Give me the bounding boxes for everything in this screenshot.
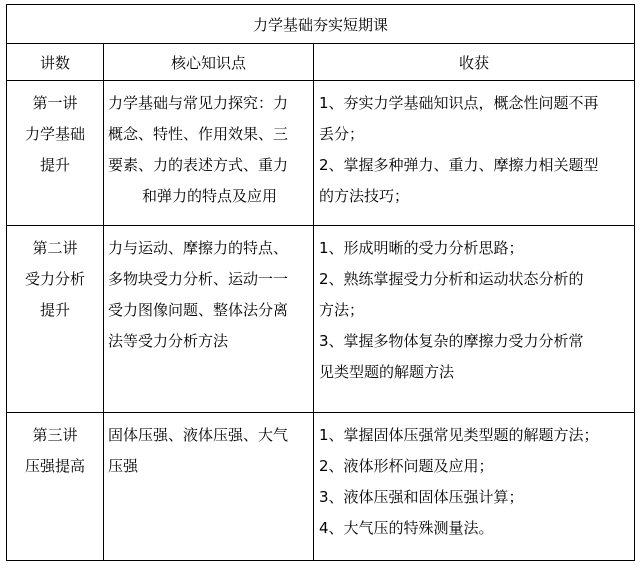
table-row <box>7 226 635 413</box>
lesson-cell <box>7 81 104 226</box>
knowledge-line: 法等受力分析方法 <box>108 332 229 350</box>
lesson-line: 第二讲 <box>32 239 78 257</box>
gains-line: 见类型题的解题方法 <box>319 363 455 381</box>
lesson-line: 第一讲 <box>32 94 78 112</box>
gains-line: 方法； <box>319 301 365 319</box>
gains-cell <box>314 413 635 561</box>
knowledge-line: 概念、特性、作用效果、三 <box>108 125 289 143</box>
header-lesson: 讲数 <box>7 44 104 81</box>
gains-cell <box>314 226 635 413</box>
header-knowledge: 核心知识点 <box>104 44 314 81</box>
knowledge-line: 力学基础与常见力探究：力 <box>108 94 289 112</box>
knowledge-line: 固体压强、液体压强、大气 <box>108 426 289 444</box>
knowledge-cell <box>104 81 314 226</box>
header-row <box>7 44 635 81</box>
table-title: 力学基础夯实短期课 <box>7 5 635 44</box>
title-row <box>7 5 635 44</box>
lesson-cell <box>7 413 104 561</box>
lesson-line: 受力分析 <box>24 270 85 288</box>
knowledge-line: 多物块受力分析、运动一一 <box>108 270 289 288</box>
gains-line: 3、液体压强和固体压强计算； <box>319 488 524 506</box>
lesson-line: 提升 <box>39 301 70 319</box>
lesson-line: 压强提高 <box>24 457 85 475</box>
table-row <box>7 81 635 226</box>
gains-cell <box>314 81 635 226</box>
gains-line: 2、液体形杯问题及应用； <box>319 457 494 475</box>
gains-line: 4、大气压的特殊测量法。 <box>319 519 494 537</box>
lesson-line: 力学基础 <box>24 125 85 143</box>
gains-line: 1、掌握固体压强常见类型题的解题方法； <box>319 426 599 444</box>
knowledge-cell <box>104 226 314 413</box>
lesson-line: 第三讲 <box>32 426 78 444</box>
gains-line: 2、掌握多种弹力、重力、摩擦力相关题型 <box>319 156 599 174</box>
lesson-line: 提升 <box>39 156 70 174</box>
gains-line: 3、掌握多物体复杂的摩擦力受力分析常 <box>319 332 584 350</box>
knowledge-line: 受力图像问题、整体法分离 <box>108 301 289 319</box>
gains-line: 1、夯实力学基础知识点，概念性问题不再 <box>319 94 599 112</box>
header-gains: 收获 <box>314 44 635 81</box>
gains-line: 丢分； <box>319 125 365 143</box>
knowledge-line: 要素、力的表述方式、重力 <box>108 156 289 174</box>
gains-line: 1、形成明晰的受力分析思路； <box>319 239 524 257</box>
knowledge-cell <box>104 413 314 561</box>
table-row <box>7 413 635 561</box>
lesson-cell <box>7 226 104 413</box>
course-table <box>6 4 635 561</box>
knowledge-line: 力与运动、摩擦力的特点、 <box>108 239 289 257</box>
gains-line: 2、熟练掌握受力分析和运动状态分析的 <box>319 270 584 288</box>
gains-line: 的方法技巧； <box>319 187 410 205</box>
knowledge-line: 压强 <box>108 457 139 475</box>
knowledge-line: 和弹力的特点及应用 <box>141 187 277 205</box>
